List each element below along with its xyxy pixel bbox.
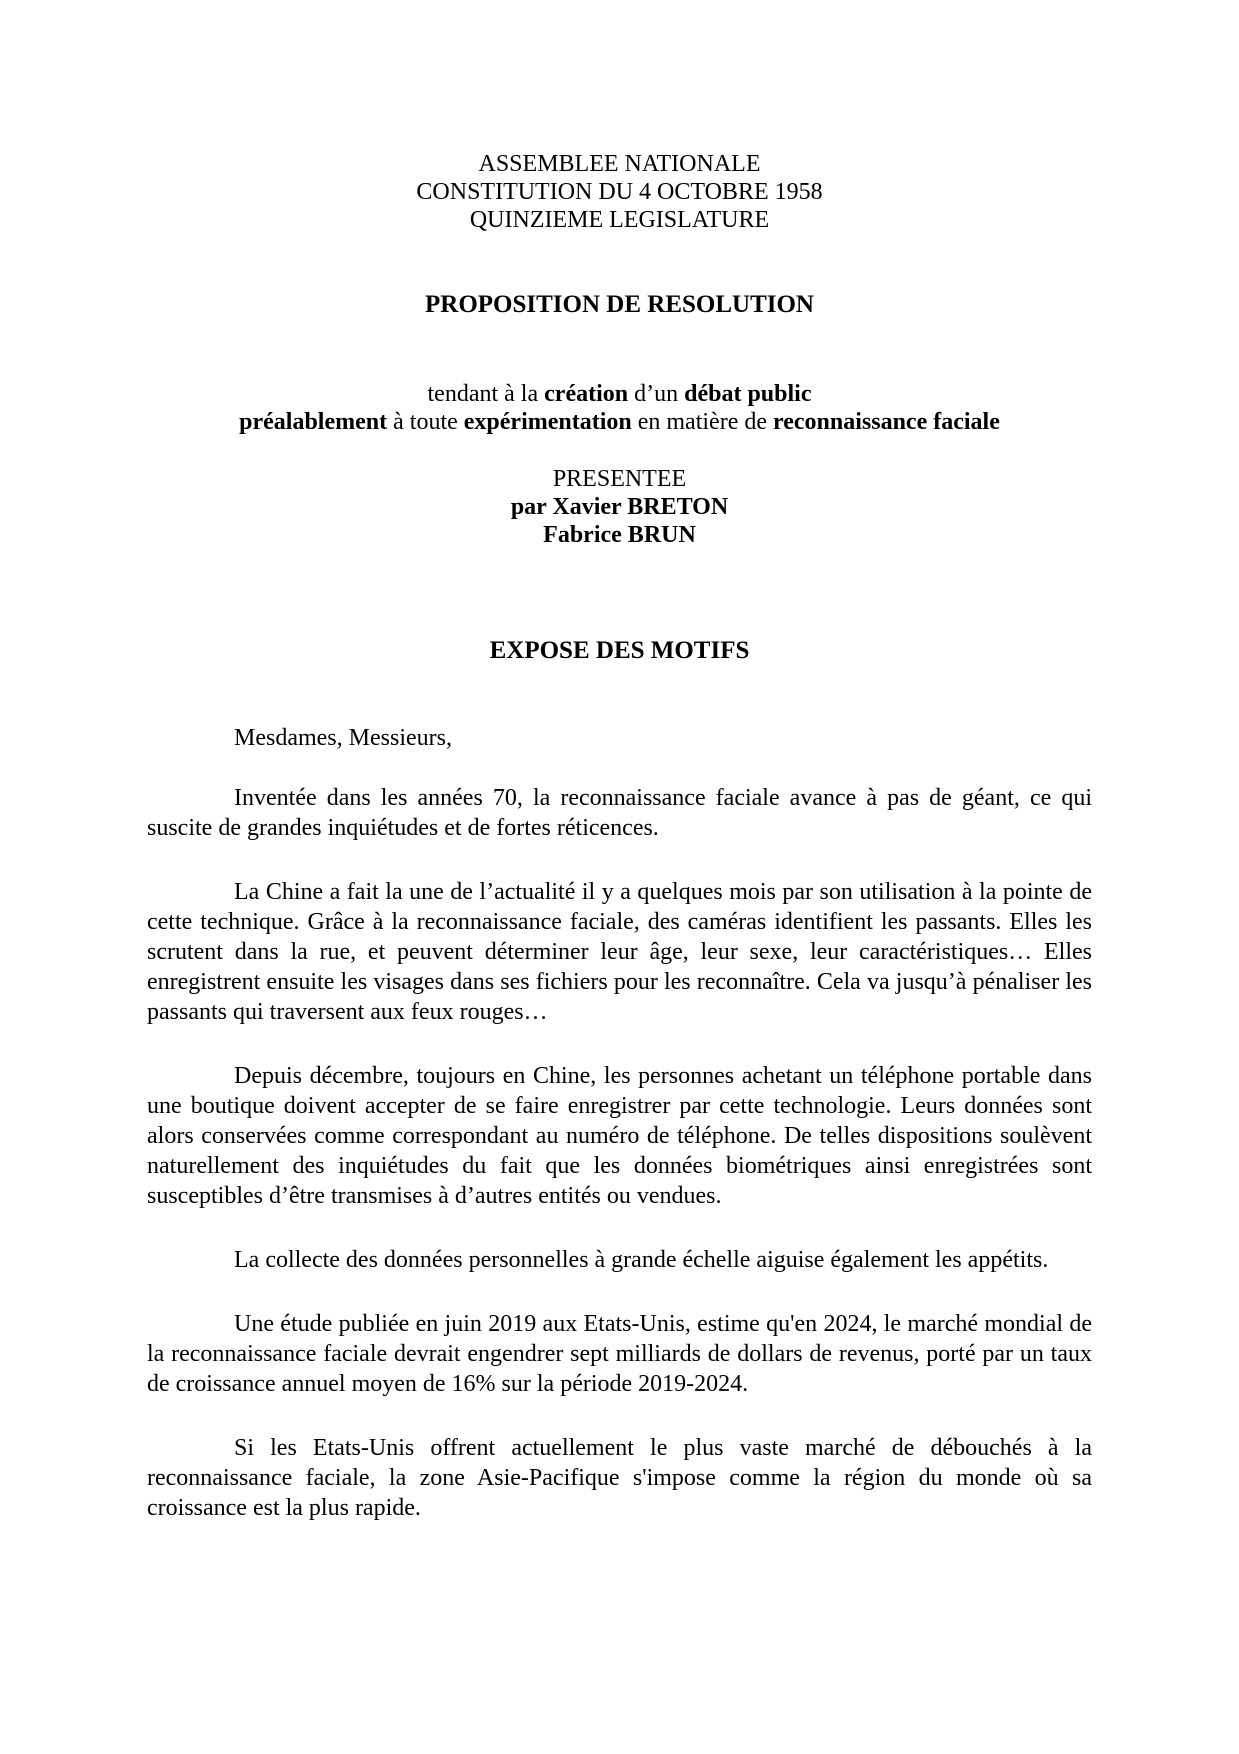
body-paragraph: Une étude publiée en juin 2019 aux Etats-Unis, estime qu'en 2024, le marché mondial de la reconnaissance faciale devrait engendrer sept milliards de dollars de revenus, porté par un taux de croissance annuel moyen de 16% sur la période 2019-2024. bbox=[147, 1311, 1092, 1397]
subtitle-segment: expérimentation bbox=[463, 409, 632, 435]
constitution-line: CONSTITUTION DU 4 OCTOBRE 1958 bbox=[416, 179, 823, 205]
body-paragraph: La collecte des données personnelles à grande échelle aiguise également les appétits. bbox=[234, 1247, 1049, 1273]
legislature-line: QUINZIEME LEGISLATURE bbox=[469, 207, 770, 233]
body-paragraph: Inventée dans les années 70, la reconnaissance faciale avance à pas de géant, ce qui suscite de grandes inquiétudes et de fortes réticences. bbox=[147, 785, 1092, 841]
author-brun: Fabrice BRUN bbox=[543, 522, 696, 548]
institution-name: ASSEMBLEE NATIONALE bbox=[478, 151, 761, 177]
presented-label: PRESENTEE bbox=[552, 466, 687, 492]
subtitle-line-1 bbox=[147, 380, 1092, 408]
subtitle-segment: tendant à la bbox=[427, 381, 545, 407]
section-heading-expose-des-motifs: EXPOSE DES MOTIFS bbox=[489, 637, 750, 664]
document-body bbox=[147, 723, 1092, 1523]
salutation: Mesdames, Messieurs, bbox=[234, 725, 452, 751]
presented-block bbox=[147, 465, 1092, 549]
subtitle-segment: reconnaissance faciale bbox=[773, 409, 1000, 435]
document-title: PROPOSITION DE RESOLUTION bbox=[425, 291, 814, 318]
subtitle-segment: d’un bbox=[628, 381, 685, 407]
subtitle-segment: création bbox=[544, 381, 629, 407]
subtitle-segment: préalablement bbox=[239, 409, 388, 435]
subtitle-line-2 bbox=[147, 408, 1092, 436]
body-paragraph: Depuis décembre, toujours en Chine, les personnes achetant un téléphone portable dans une boutique doivent accepter de se faire enregistrer par cette technologie. Leurs données sont alors conservées comme correspondant au numéro de téléphone. De telles dispositions soulèvent naturellement des inquiétudes du fait que les données biométriques ainsi enregistrées sont susceptibles d’être transmises à d’autres entités ou vendues. bbox=[147, 1063, 1092, 1209]
body-paragraph: Si les Etats-Unis offrent actuellement le plus vaste marché de débouchés à la reconnaissance faciale, la zone Asie-Pacifique s'impose comme la région du monde où sa croissance est la plus rapide. bbox=[147, 1435, 1092, 1521]
subtitle-segment: débat public bbox=[684, 381, 812, 407]
author-breton: par Xavier BRETON bbox=[510, 494, 729, 520]
document-header bbox=[147, 150, 1092, 234]
subtitle-segment: en matière de bbox=[631, 409, 773, 435]
subtitle bbox=[147, 380, 1092, 436]
subtitle-segment: à toute bbox=[387, 409, 464, 435]
body-paragraph: La Chine a fait la une de l’actualité il y a quelques mois par son utilisation à la pointe de cette technique. Grâce à la reconnaissance faciale, des caméras identifient les passants. Elles les scrutent dans la rue, et peuvent déterminer leur âge, leur sexe, leur caractéristiques… Elles enregistrent ensuite les visages dans ses fichiers pour les reconnaître. Cela va jusqu’à pénaliser les passants qui traversent aux feux rouges… bbox=[147, 879, 1092, 1025]
